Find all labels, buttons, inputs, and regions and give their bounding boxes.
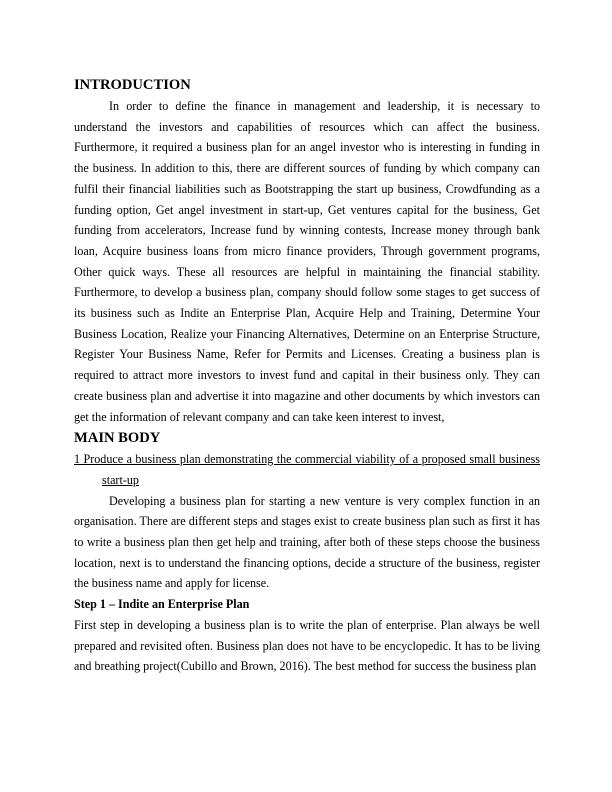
step-1-paragraph: First step in developing a business plan is to write the plan of enterprise. Plan always be well prepared and revisited often. Business plan does not have to be encyclopedic. It has to be living and breathing project(Cubillo and Brown, 2016). The best method for success the business plan: [74, 617, 540, 674]
document-page: [74, 74, 540, 677]
main-body-heading: MAIN BODY: [74, 430, 161, 447]
introduction-heading: INTRODUCTION: [74, 77, 191, 93]
section-1-title: 1 Produce a business plan demonstrating the commercial viability of a proposed small business start-up: [74, 452, 540, 487]
main-body-paragraph: Developing a business plan for starting a new venture is very complex function in an organisation. There are different steps and stages exist to create business plan such as first it has to write a business plan then get help and training, after both of these steps choose the business location, next is to understand the financing options, decide a structure of the business, register the business name and apply for license.: [74, 493, 540, 591]
introduction-paragraph: In order to define the finance in management and leadership, it is necessary to understand the investors and capabilities of resources which can affect the business. Furthermore, it required a business plan for an angel investor who is interesting in funding in the business. In addition to this, there are different sources of funding by which company can fulfil their financial liabilities such as Bootstrapping the start up business, Crowdfunding as a funding option, Get angel investment in start-up, Get ventures capital for the business, Get funding from accelerators, Increase fund by winning contests, Increase money through bank loan, Acquire business loans from micro finance providers, Through government programs, Other quick ways. These all resources are helpful in maintaining the financial stability. Furthermore, to develop a business plan, company should follow some stages to get success of its business such as Indite an Enterprise Plan, Acquire Help and Training, Determine Your Business Location, Realize your Financing Alternatives, Determine on an Enterprise Structure, Register Your Business Name, Refer for Permits and Licenses. Creating a business plan is required to attract more investors to invest fund and capital in their business only. They can create business plan and advertise it into magazine and other documents by which investors can get the information of relevant company and can take keen interest to invest,: [74, 99, 540, 424]
step-1-heading: Step 1 – Indite an Enterprise Plan: [74, 597, 250, 612]
